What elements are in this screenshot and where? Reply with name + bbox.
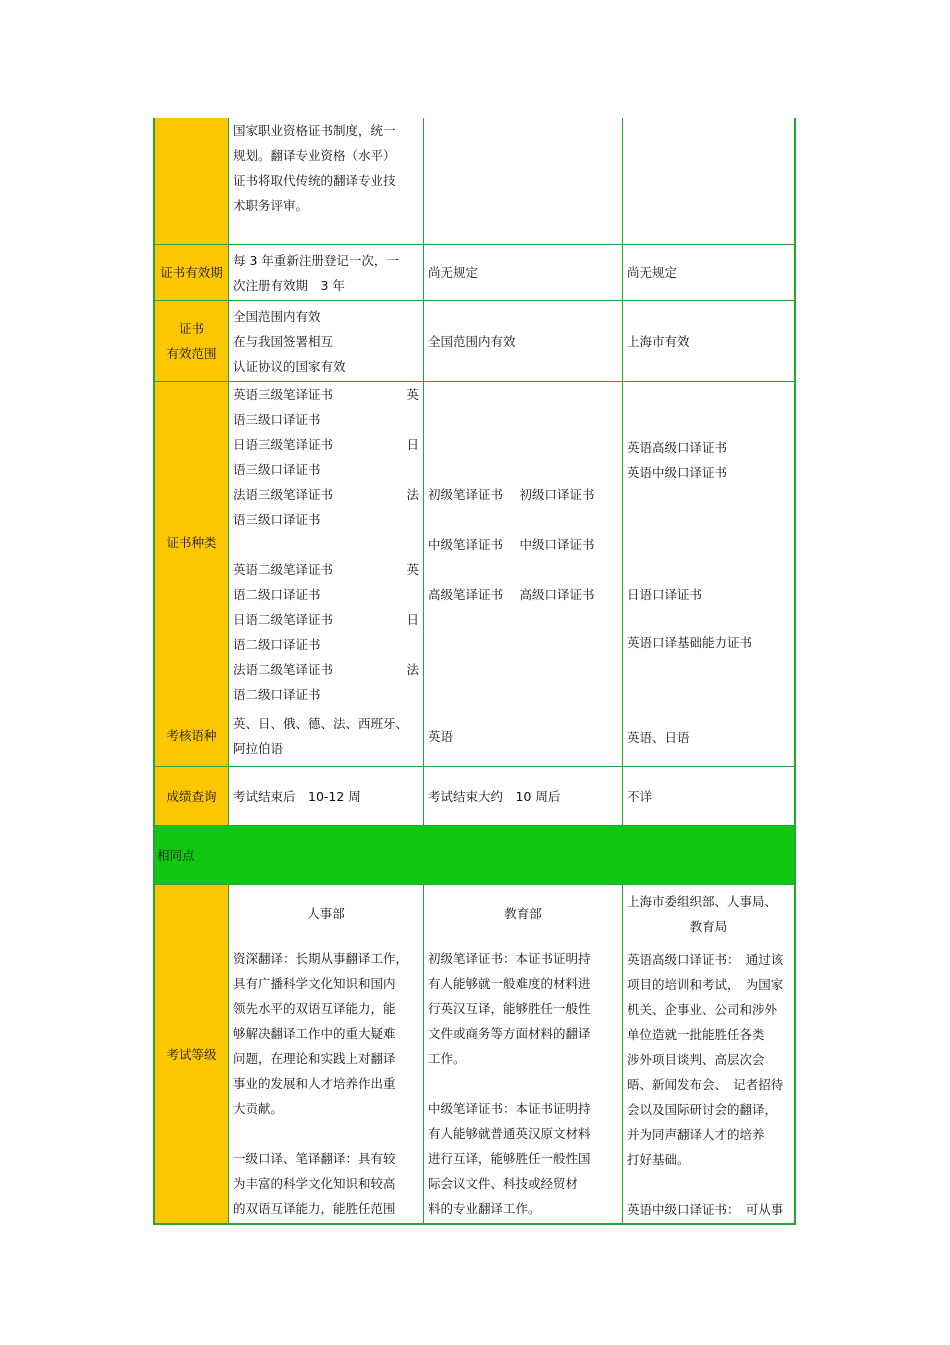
cell-shanghai (623, 118, 796, 244)
cell-shanghai: 上海市有效 (623, 301, 796, 381)
cell-shanghai: 尚无规定 (623, 245, 796, 300)
cell-renshibu: 人事部 资深翻译：长期从事翻译工作， 具有广播科学文化知识和国内 领先水平的双语互译能力，能 够解决翻译工作中的重大疑难 问题，在理论和实践上对翻译 事业的发展和人才培养作出重 大贡献。 一级口译、笔译翻译：具有较 为丰富的科学文化知识和较高 的双语互译能力，能胜任范围 (229, 885, 424, 1223)
cell-line: 并为同声翻译人才的培养 (627, 1127, 765, 1142)
cell-shanghai: 上海市委组织部、人事局、 教育局 英语高级口译证书： 通过该 项目的培训和考试， 为国家 机关、企事业、公司和涉外 单位造就一批能胜任各类 涉外项目谈判、高层次会 晤、新闻发布会、 记者招待 会以及国际研讨会的翻译， 并为同声翻译人才的培养 打好基础。 英语中级口译证书： 可从事 (623, 885, 796, 1223)
cell-line: 际会议文件、科技或经贸材 (428, 1176, 579, 1191)
cert-line: 语三级口译证书 (233, 512, 321, 527)
cell-line: 中级笔译证书：本证书证明持 (428, 1101, 591, 1116)
row-label: 证书有效期 (153, 245, 229, 300)
row-label: 证书种类 考核语种 (153, 382, 229, 766)
cell-line: 规划。翻译专业资格（水平） (233, 148, 396, 163)
cell-jiaoyubu: 全国范围内有效 (424, 301, 623, 381)
cert-line: 英语二级笔译证书 英 (233, 562, 419, 577)
cert-line: 法语三级笔译证书 法 (233, 487, 419, 502)
lang-list: 英、日、俄、德、法、西班牙、 阿拉伯语 (233, 716, 409, 756)
section-header-same: 相同点 (153, 826, 796, 884)
cell-line: 单位造就一批能胜任各类 (627, 1027, 765, 1042)
cell-renshibu (229, 301, 424, 381)
table-row-scope (153, 301, 796, 382)
cell-line: 大贡献。 (233, 1101, 284, 1116)
cell-line: 有人能够就一般难度的材料进 (428, 976, 591, 991)
cell-line: 次注册有效期 3 年 (233, 277, 345, 293)
row-label: 成绩查询 (153, 767, 229, 825)
cell-line: 领先水平的双语互译能力，能 (233, 1001, 396, 1016)
cert-line (233, 532, 419, 557)
cell-line: 项目的培训和考试， 为国家 (627, 977, 784, 992)
cell-line: 为丰富的科学文化知识和较高 (233, 1176, 396, 1191)
cert-line: 语二级口译证书 (233, 637, 321, 652)
cell-line: 英语中级口译证书： 可从事 (627, 1202, 784, 1217)
comparison-table (153, 118, 796, 1225)
cert-line: 语三级口译证书 (233, 462, 321, 477)
cell-jiaoyubu: 尚无规定 (424, 245, 623, 300)
table-row-cert-types (153, 382, 796, 767)
cell-line: 术职务评审。 (233, 198, 309, 213)
cell-line: 英语高级口译证书： 通过该 (627, 952, 784, 967)
cert-line: 法语二级笔译证书 法 (233, 662, 419, 677)
cell-jiaoyubu: 教育部 初级笔译证书：本证书证明持 有人能够就一般难度的材料进 行英汉互译，能够胜任一般性 文件或商务等方面材料的翻译 工作。 中级笔译证书：本证书证明持 有人能够就普通英汉原文材料 进行互译，能够胜任一般性国 际会议文件、科技或经贸材 料的专业翻译工作。 (424, 885, 623, 1223)
row-label-empty (153, 118, 229, 244)
cell-line: 初级笔译证书：本证书证明持 (428, 951, 591, 966)
cert-line: 语二级口译证书 (233, 587, 321, 602)
cell-line: 在与我国签署相互 (233, 333, 334, 349)
cert-line: 语三级口译证书 (233, 412, 321, 427)
cell-line: 的双语互译能力，能胜任范围 (233, 1201, 396, 1216)
cell-shanghai: 英语高级口译证书 英语中级口译证书 日语口译证书 英语口译基础能力证书 英语、日语 (623, 382, 796, 766)
row-label: 考试等级 (153, 885, 229, 1223)
cell-renshibu (229, 245, 424, 300)
cert-line: 日语二级笔译证书 日 (233, 612, 419, 627)
cell-renshibu (229, 118, 424, 244)
cell-line: 机关、企事业、公司和涉外 (627, 1002, 778, 1017)
cell-line: 会以及国际研讨会的翻译， (627, 1102, 778, 1117)
cell-jiaoyubu (424, 118, 623, 244)
cell-line: 证书将取代传统的翻译专业技 (233, 173, 396, 188)
cell-line: 行英汉互译，能够胜任一般性 (428, 1001, 591, 1016)
table-row-continuation (153, 118, 796, 245)
cell-line: 有人能够就普通英汉原文材料 (428, 1126, 591, 1141)
table-row-exam-levels (153, 885, 796, 1225)
table-row-validity (153, 245, 796, 301)
row-label: 证书 有效范围 (153, 301, 229, 381)
cell-line: 每 3 年重新注册登记一次，一 (233, 252, 399, 268)
cell-line: 打好基础。 (627, 1152, 690, 1167)
cell-line: 全国范围内有效 (233, 308, 321, 324)
table-row-score-query (153, 767, 796, 826)
cell-line: 工作。 (428, 1051, 466, 1066)
cell-line: 料的专业翻译工作。 (428, 1201, 541, 1216)
cell-line: 事业的发展和人才培养作出重 (233, 1076, 396, 1091)
cell-line: 晤、新闻发布会、 记者招待 (627, 1077, 784, 1092)
cert-line: 英语三级笔译证书 英 (233, 387, 419, 402)
cell-line: 够解决翻译工作中的重大疑难 (233, 1026, 396, 1041)
cell-line: 进行互译，能够胜任一般性国 (428, 1151, 591, 1166)
table-row-same-points (153, 826, 796, 885)
cell-shanghai: 不详 (623, 767, 796, 825)
cell-jiaoyubu: 考试结束大约 10 周后 (424, 767, 623, 825)
cell-line: 一级口译、笔译翻译：具有较 (233, 1151, 396, 1166)
cell-renshibu: 考试结束后 10-12 周 (229, 767, 424, 825)
cell-renshibu (229, 382, 424, 766)
cell-line: 资深翻译：长期从事翻译工作， (233, 951, 409, 966)
cert-line: 语二级口译证书 (233, 687, 321, 702)
cert-line: 日语三级笔译证书 日 (233, 437, 419, 452)
cell-jiaoyubu: 初级笔译证书 初级口译证书 中级笔译证书 中级口译证书 高级笔译证书 高级口译证书 英语 (424, 382, 623, 766)
cell-line: 国家职业资格证书制度，统一 (233, 123, 396, 138)
cell-line: 涉外项目谈判、高层次会 (627, 1052, 765, 1067)
cell-line: 问题，在理论和实践上对翻译 (233, 1051, 396, 1066)
cert-list (233, 382, 419, 707)
cell-line: 文件或商务等方面材料的翻译 (428, 1026, 591, 1041)
cell-line: 认证协议的国家有效 (233, 358, 346, 374)
cell-line: 具有广播科学文化知识和国内 (233, 976, 396, 991)
